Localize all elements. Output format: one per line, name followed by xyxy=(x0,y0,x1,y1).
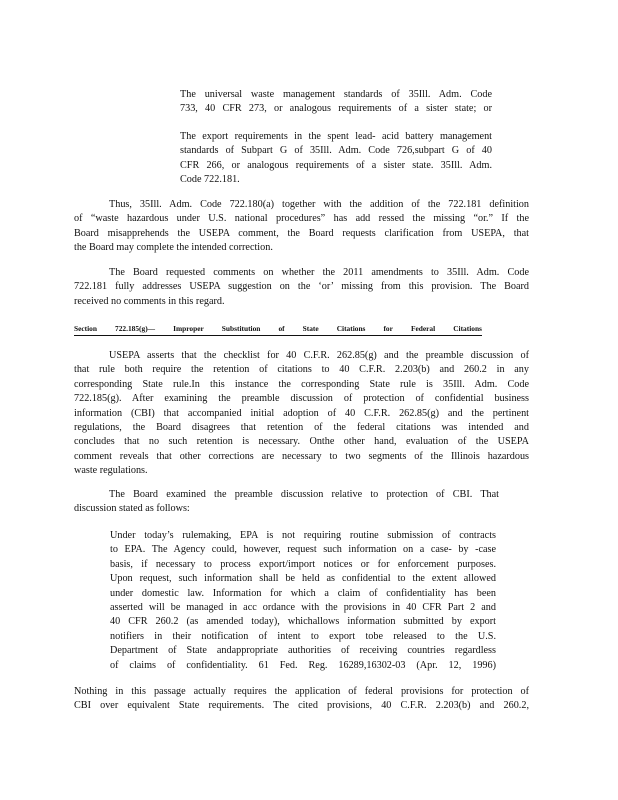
text-line: of claims of confidentiality. 61 Fed. Reg. 16289,16302-03 (Apr. 12, 1996) xyxy=(110,659,496,671)
text-line: USEPA asserts that the checklist for 40 C.F.R. 262.85(g) and the preamble discussion of xyxy=(109,350,529,361)
text-line: The export requirements in the spent lead- acid battery management xyxy=(180,131,492,142)
text-line: basis, if necessary to process export/import notices or for enforcement purposes. xyxy=(110,558,496,570)
text-line: Code 722.181. xyxy=(180,174,240,186)
text-line: Department of State andappropriate authorities of receiving countries regardless xyxy=(110,645,496,657)
text-line: Nothing in this passage actually requires the application of federal provisions for protection of xyxy=(74,686,529,697)
text-line: 40 CFR 260.2 (as amended today), whichallows information submitted by export xyxy=(110,616,496,628)
text-line: information (CBI) that accompanied initial adoption of 40 C.F.R. 262.85(g) and the pertinent xyxy=(74,407,529,419)
text-line: under domestic law. Information for which a claim of confidentiality has been xyxy=(110,587,496,599)
text-line: The Board requested comments on whether the 2011 amendments to 35Ill. Adm. Code xyxy=(109,267,529,278)
section-heading: Section 722.185(g)— Improper Substitution of State Citations for Federal Citations xyxy=(74,324,482,336)
list-item-universal-waste xyxy=(180,88,492,117)
text-line: Under today’s rulemaking, EPA is not requiring routine submission of contracts xyxy=(110,530,496,541)
list-item-export-requirements xyxy=(180,130,492,188)
text-line: waste regulations. xyxy=(74,465,148,477)
text-line: The universal waste management standards of 35Ill. Adm. Code xyxy=(180,89,492,100)
text-line: 722.181 fully addresses USEPA suggestion on the ‘or’ missing from this provision. The Board xyxy=(74,281,529,293)
block-quote xyxy=(110,529,496,673)
text-line: Thus, 35Ill. Adm. Code 722.180(a) together with the addition of the 722.181 definition xyxy=(109,199,529,210)
text-line: notifiers in their notification of intent to export tobe released to the U.S. xyxy=(110,630,496,642)
paragraph-board-examined xyxy=(74,488,499,517)
paragraph-nothing-in-passage xyxy=(74,685,529,714)
paragraph-board-requested xyxy=(74,266,529,309)
text-line: of “waste hazardous under U.S. national procedures” has add ressed the missing “or.” If the xyxy=(74,213,529,225)
text-line: corresponding State rule.In this instance the corresponding State rule is 35Ill. Adm. Code xyxy=(74,378,529,390)
text-line: 733, 40 CFR 273, or analogous requirements of a sister state; or xyxy=(180,103,492,115)
text-line: that rule both require the retention of citations to 40 C.F.R. 2.203(b) and 260.2 in any xyxy=(74,364,529,376)
text-line: asserted will be managed in acc ordance with the provisions in 40 CFR Part 2 and xyxy=(110,601,496,613)
text-line: CBI over equivalent State requirements. The cited provisions, 40 C.F.R. 2.203(b) and 260.2, xyxy=(74,700,529,712)
text-line: Board misapprehends the USEPA comment, the Board requests clarification from USEPA, that xyxy=(74,227,529,239)
text-line: concludes that no such retention is necessary. Onthe other hand, evaluation of the USEPA xyxy=(74,436,529,448)
text-line: received no comments in this regard. xyxy=(74,295,225,307)
text-line: discussion stated as follows: xyxy=(74,503,190,515)
text-line: Upon request, such information shall be held as confidential to the extent allowed xyxy=(110,573,496,585)
text-line: 722.185(g). After examining the preamble discussion of protection of confidential business xyxy=(74,393,529,405)
text-line: the Board may complete the intended correction. xyxy=(74,242,273,254)
text-line: regulations, the Board disagrees that retention of the federal citations was intended and xyxy=(74,421,529,433)
paragraph-thus xyxy=(74,198,529,256)
paragraph-usepa-asserts xyxy=(74,349,529,479)
text-line: The Board examined the preamble discussion relative to protection of CBI. That xyxy=(109,489,499,500)
text-line: CFR 266, or analogous requirements of a sister state. 35Ill. Adm. xyxy=(180,159,492,171)
text-line: to EPA. The Agency could, however, request such information on a case- by -case xyxy=(110,544,496,556)
text-line: standards of Subpart G of 35Ill. Adm. Code 726,subpart G of 40 xyxy=(180,145,492,157)
text-line: comment reveals that other corrections are necessary to two segments of the Illinois hazardous xyxy=(74,450,529,462)
